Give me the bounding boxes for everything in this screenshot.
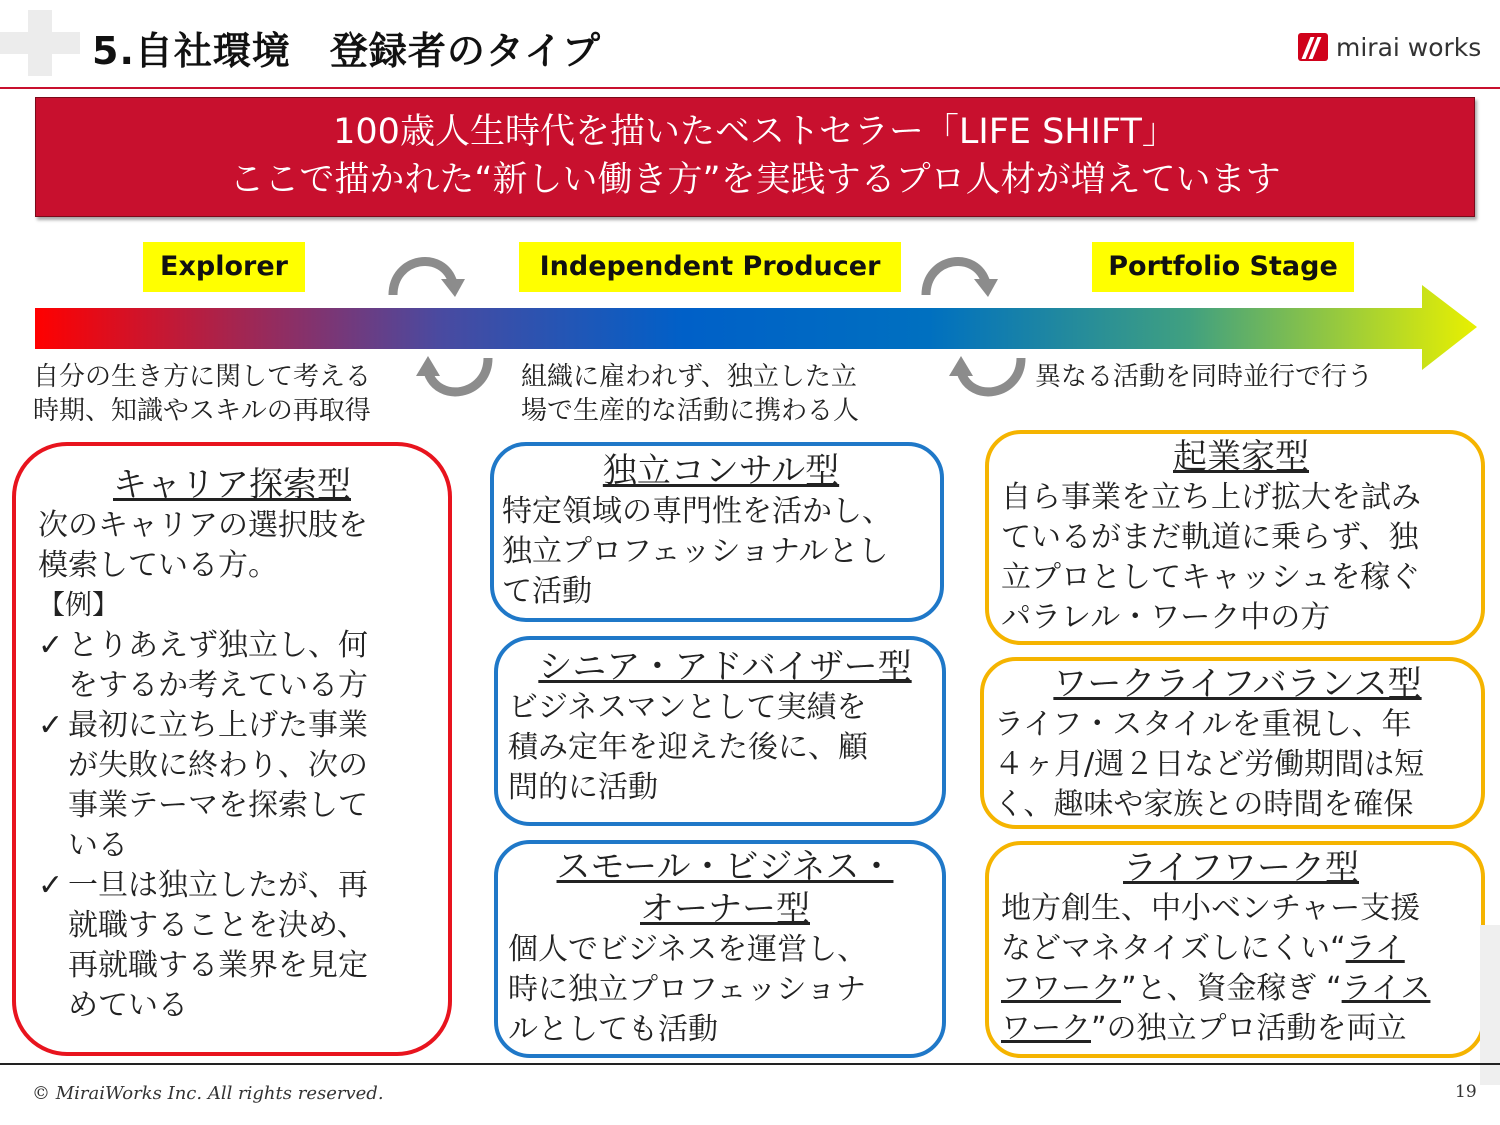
card-body-line: 次のキャリアの選択肢を: [38, 508, 368, 543]
body-text: などマネタイズしにくい“: [1001, 931, 1346, 966]
company-logo: [1298, 30, 1481, 64]
card-body-line: 時に独立プロフェッショナ: [508, 972, 866, 1007]
example-item-line: 就職することを決め、: [68, 908, 367, 943]
card-title: キャリア探索型: [113, 465, 351, 505]
stage-label-independent-producer: Independent Producer: [519, 242, 901, 292]
explorer-description-line: 自分の生き方に関して考える: [33, 362, 372, 392]
stage-label-portfolio: Portfolio Stage: [1092, 242, 1354, 292]
card-body-line: 立プロとしてキャッシュを稼ぐ: [1001, 560, 1421, 595]
card-career-explorer: [12, 442, 452, 1056]
card-body-line: 特定領域の専門性を活かし、: [502, 494, 892, 529]
card-independent-consultant: [490, 442, 944, 622]
check-icon: ✓: [38, 708, 64, 743]
card-body-line: ライフ・スタイルを重視し、年: [994, 707, 1412, 742]
example-item-line: いる: [68, 828, 128, 863]
header-divider: [0, 87, 1500, 89]
card-title: スモール・ビジネス・: [556, 847, 894, 887]
card-body-line: 自ら事業を立ち上げ拡大を試み: [1001, 480, 1421, 515]
example-item-line: めている: [68, 988, 188, 1023]
example-item-line: 事業テーマを探索して: [68, 788, 368, 823]
card-body-line: 独立プロフェッショナルとし: [502, 534, 889, 569]
card-work-life-balance: [980, 657, 1485, 829]
explorer-description: [33, 360, 371, 428]
banner-line-1: 100歳人生時代を描いたベストセラー「LIFE SHIFT」: [333, 112, 1177, 152]
card-entrepreneur: [985, 430, 1485, 645]
card-body-line: [1001, 969, 1481, 1009]
copyright-text: © MiraiWorks Inc. All rights reserved.: [32, 1083, 384, 1104]
underlined-term: ライ: [1345, 931, 1405, 966]
example-item-line: とりあえず独立し、何: [68, 628, 368, 663]
example-label: 【例】: [38, 590, 119, 621]
card-title: 独立コンサル型: [602, 451, 840, 491]
card-title: 起業家型: [1173, 437, 1309, 477]
card-body-line: 個人でビジネスを運営し、: [508, 932, 868, 967]
card-small-business-owner: [494, 840, 946, 1058]
stage-label-explorer: Explorer: [143, 242, 305, 292]
underlined-term: ライス: [1341, 971, 1431, 1006]
card-body-line: て活動: [502, 574, 592, 609]
corner-decoration: [0, 10, 80, 76]
card-body-line: ているがまだ軌道に乗らず、独: [1001, 520, 1419, 555]
independent-description: [521, 360, 859, 428]
explorer-description-line: 時期、知識やスキルの再取得: [33, 396, 371, 426]
underlined-term: ワーク: [1001, 1011, 1091, 1046]
example-item-line: をするか考えている方: [68, 668, 368, 703]
card-title: ライフワーク型: [1123, 848, 1359, 888]
headline-banner: [35, 97, 1475, 217]
page-number: 19: [1455, 1082, 1477, 1102]
card-body-line: 問的に活動: [508, 770, 658, 805]
portfolio-description: [1035, 360, 1373, 394]
card-body-line: 模索している方。: [38, 548, 278, 583]
card-body-line: ルとしても活動: [508, 1012, 718, 1047]
page-title: 5.自社環境 登録者のタイプ: [92, 29, 601, 73]
progression-gradient-arrow: [35, 285, 1477, 370]
card-body-line: ４ヶ月/週２日など労働期間は短: [994, 747, 1425, 782]
curved-back-arrow-icon: [412, 350, 496, 410]
underlined-term: フワーク: [1001, 971, 1121, 1006]
example-item: [38, 626, 448, 706]
check-icon: ✓: [38, 628, 64, 663]
example-item-line: 最初に立ち上げた事業: [68, 708, 368, 743]
banner-line-2: ここで描かれた“新しい働き方”を実践するプロ人材が増えています: [229, 160, 1281, 200]
card-life-work: [985, 841, 1485, 1058]
independent-description-line: 場で生産的な活動に携わる人: [521, 396, 860, 426]
independent-description-line: 組織に雇われず、独立した立: [521, 362, 857, 392]
card-senior-advisor: [494, 636, 946, 826]
card-body-line: 地方創生、中小ベンチャー支援: [1001, 891, 1421, 926]
curved-back-arrow-icon: [945, 350, 1029, 410]
card-body-line: く、趣味や家族との時間を確保: [994, 787, 1414, 822]
logo-mark-icon: [1298, 33, 1328, 61]
logo-text: mirai works: [1336, 32, 1482, 62]
card-title: シニア・アドバイザー型: [538, 647, 912, 687]
side-decoration: [1480, 925, 1500, 1085]
example-item-line: 一旦は独立したが、再: [68, 868, 368, 903]
body-text: ”の独立プロ活動を両立: [1091, 1011, 1407, 1046]
example-item: [38, 866, 448, 1026]
card-body-line: [1001, 1009, 1481, 1049]
portfolio-description-line: 異なる活動を同時並行で行う: [1035, 362, 1374, 392]
check-icon: ✓: [38, 868, 64, 903]
example-item-line: が失敗に終わり、次の: [68, 748, 368, 783]
card-body-line: [1001, 929, 1481, 969]
example-item: [38, 706, 448, 866]
body-text: ”と、資金稼ぎ “: [1121, 971, 1342, 1006]
card-title: ワークライフバランス型: [1053, 664, 1422, 704]
card-body-line: ビジネスマンとして実績を: [508, 690, 867, 725]
footer-divider: [0, 1063, 1500, 1065]
card-title: オーナー型: [640, 889, 810, 929]
card-body-line: パラレル・ワーク中の方: [1001, 600, 1331, 635]
card-body-line: 積み定年を迎えた後に、顧: [508, 730, 868, 765]
example-item-line: 再就職する業界を見定: [68, 948, 368, 983]
